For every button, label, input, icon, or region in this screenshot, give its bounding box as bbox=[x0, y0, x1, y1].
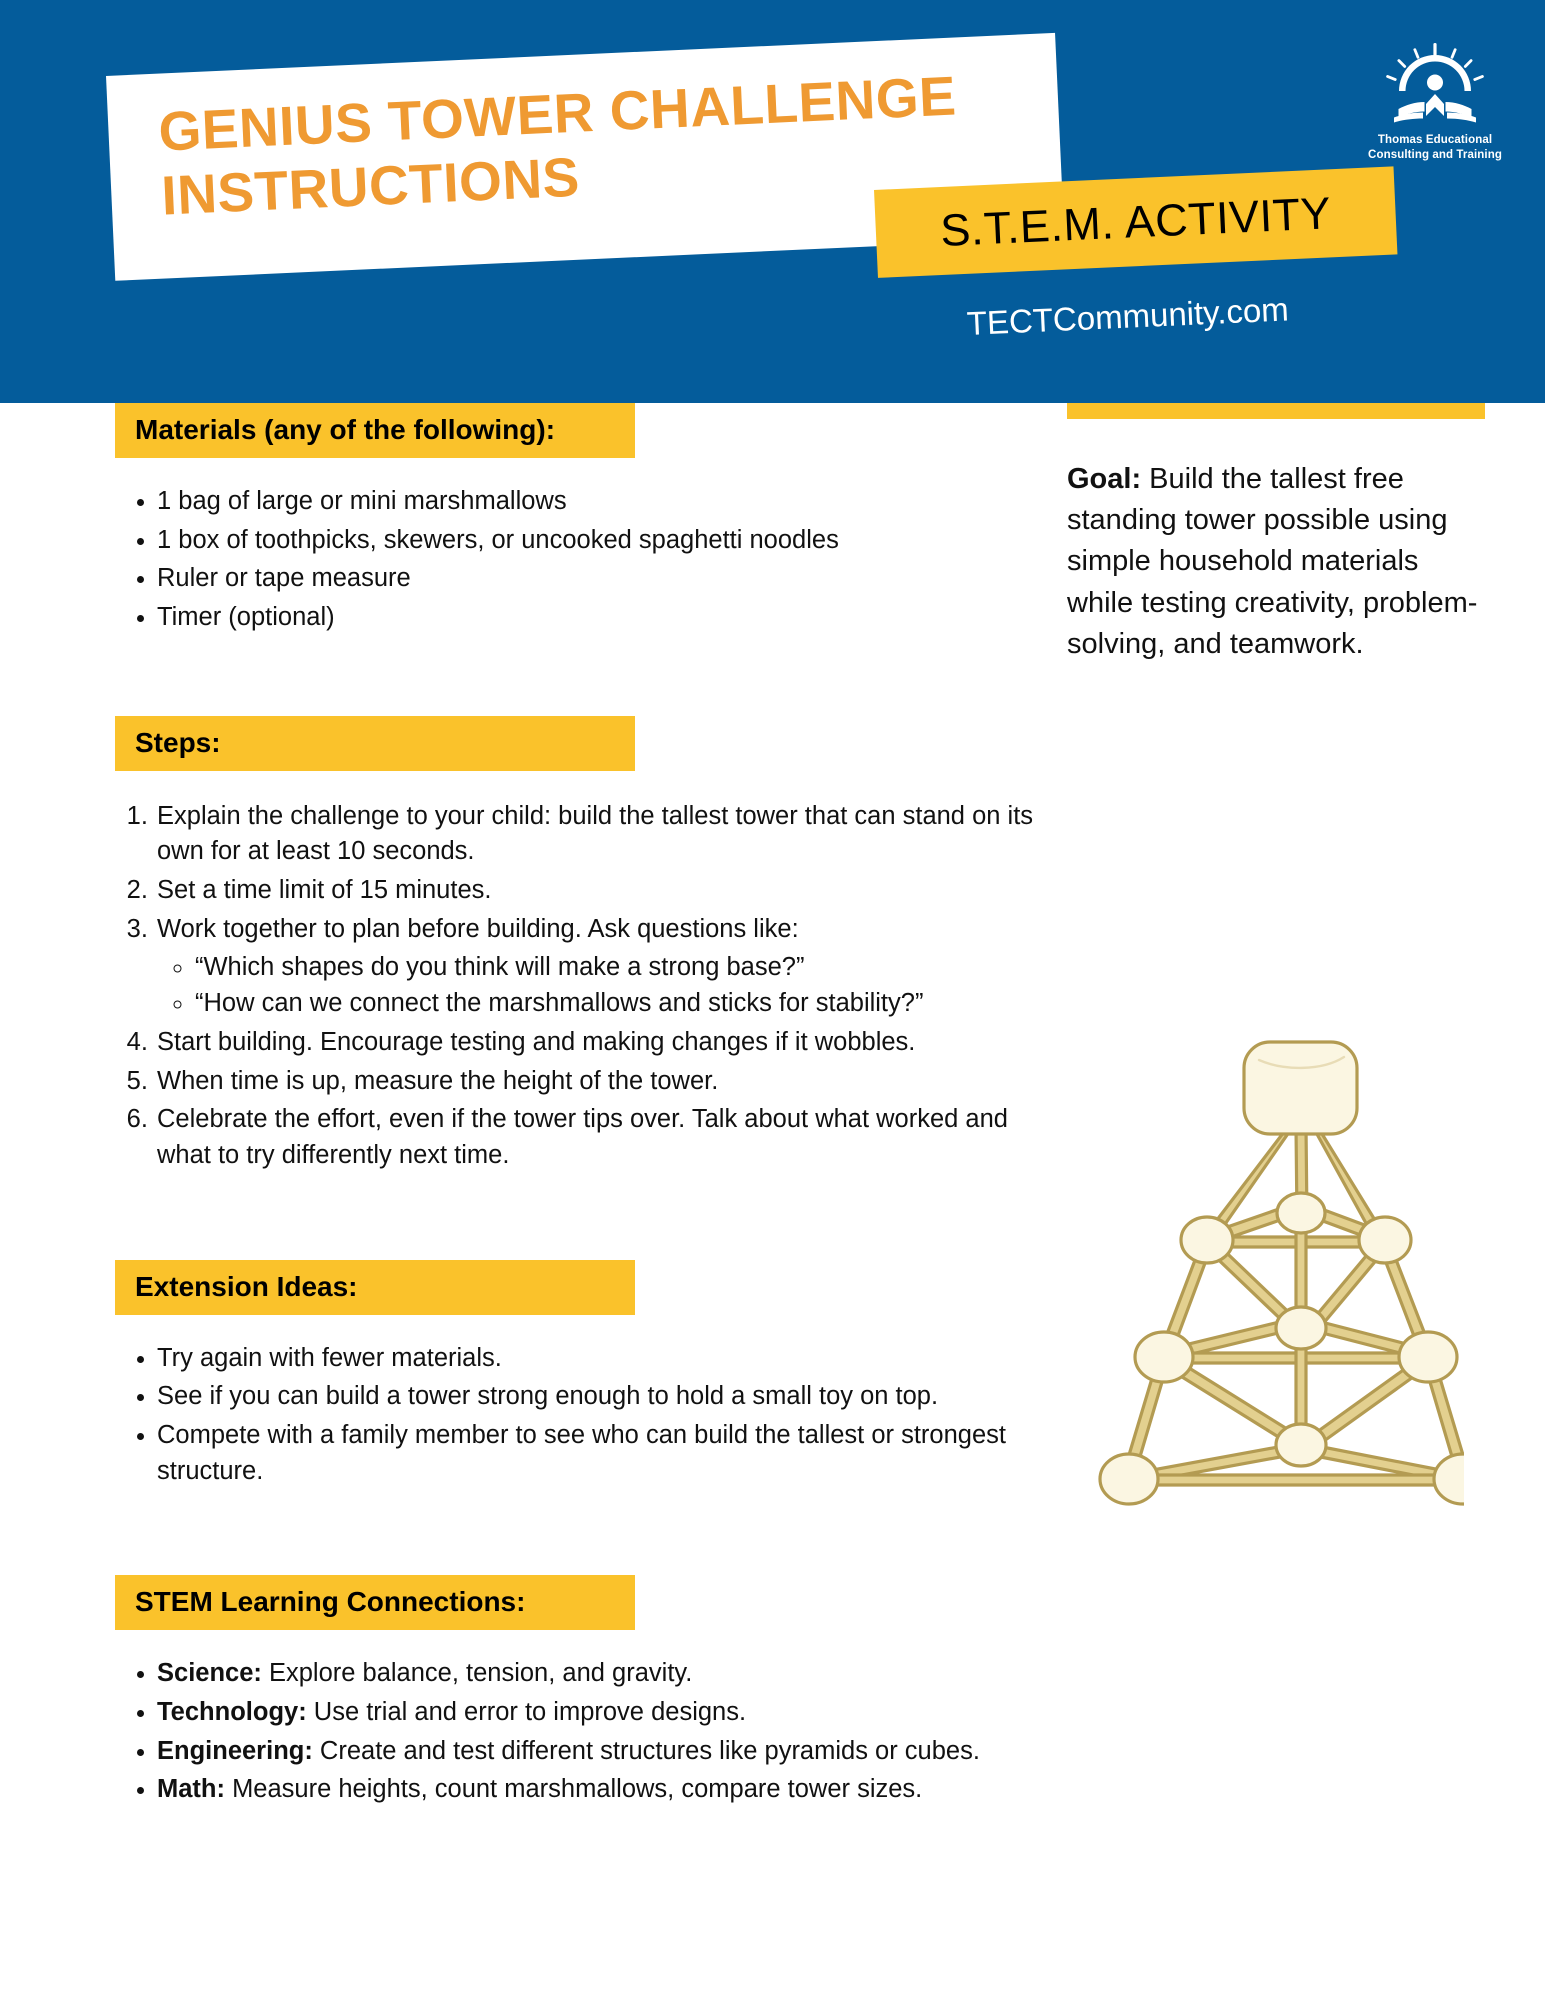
step-sublist bbox=[157, 950, 1045, 1022]
stem-item-label: Technology: bbox=[157, 1698, 307, 1727]
stem-activity-badge-label: S.T.E.M. ACTIVITY bbox=[939, 187, 1333, 257]
stem-item-label: Science: bbox=[157, 1659, 262, 1688]
page-title-line-1: GENIUS TOWER CHALLENGE bbox=[157, 64, 958, 163]
stem-connections-section bbox=[115, 1575, 1045, 1808]
steps-list bbox=[115, 799, 1045, 1174]
stem-connections-list bbox=[115, 1656, 1045, 1808]
extension-ideas-heading: Extension Ideas: bbox=[135, 1270, 358, 1302]
page-title-line-2: INSTRUCTIONS bbox=[160, 145, 581, 227]
joint-marshmallow bbox=[1100, 1454, 1158, 1504]
joint-marshmallow bbox=[1359, 1217, 1411, 1263]
list-item: ◦ “How can we connect the marshmallows and sticks for stability?” bbox=[195, 986, 1045, 1022]
joint-marshmallow bbox=[1434, 1454, 1464, 1504]
list-item: • Timer (optional) bbox=[157, 600, 1045, 636]
list-item: • See if you can build a tower strong enough to hold a small toy on top. bbox=[157, 1379, 1045, 1415]
goal-accent-bar bbox=[1067, 403, 1485, 419]
extension-ideas-section bbox=[115, 1260, 1045, 1490]
list-item: • Try again with fewer materials. bbox=[157, 1341, 1045, 1377]
materials-section bbox=[115, 403, 1045, 636]
joint-marshmallow bbox=[1276, 1424, 1326, 1466]
list-item: • 1 bag of large or mini marshmallows bbox=[157, 484, 1045, 520]
marshmallow-tower-illustration bbox=[1064, 1005, 1464, 1705]
stem-connections-heading: STEM Learning Connections: bbox=[135, 1586, 526, 1618]
step-text: Celebrate the effort, even if the tower tips over. Talk about what worked and what to try differently next time. bbox=[157, 1105, 1008, 1169]
list-item bbox=[155, 1025, 1045, 1061]
list-item bbox=[157, 1772, 1045, 1808]
extension-ideas-heading-band bbox=[115, 1260, 635, 1315]
steps-heading: Steps: bbox=[135, 726, 221, 758]
brand-logo-line-1: Thomas Educational bbox=[1377, 134, 1493, 146]
list-item: ◦ “Which shapes do you think will make a strong base?” bbox=[195, 950, 1045, 986]
sunrise-book-logo-icon bbox=[1368, 42, 1502, 129]
top-marshmallow bbox=[1244, 1042, 1357, 1134]
brand-logo-line-2: Consulting and Training bbox=[1368, 148, 1502, 161]
brand-logo-text bbox=[1368, 133, 1502, 162]
stem-item-text: Create and test different structures like pyramids or cubes. bbox=[312, 1736, 980, 1765]
stem-item-text: Measure heights, count marshmallows, compare tower sizes. bbox=[224, 1775, 923, 1804]
list-item bbox=[155, 1102, 1045, 1173]
page-header bbox=[0, 0, 1545, 403]
step-text: Set a time limit of 15 minutes. bbox=[157, 876, 492, 905]
list-item bbox=[155, 873, 1045, 909]
right-column bbox=[1067, 403, 1485, 665]
materials-list bbox=[115, 484, 1045, 636]
list-item bbox=[155, 912, 1045, 1022]
step-text: Start building. Encourage testing and making changes if it wobbles. bbox=[157, 1027, 916, 1056]
tower-svg bbox=[1064, 1005, 1464, 1705]
list-item: • Ruler or tape measure bbox=[157, 561, 1045, 597]
materials-heading-band bbox=[115, 403, 635, 458]
stem-item-label: Engineering: bbox=[157, 1736, 313, 1765]
list-item: • 1 box of toothpicks, skewers, or uncooked spaghetti noodles bbox=[157, 523, 1045, 559]
stem-item-label: Math: bbox=[157, 1775, 225, 1804]
step-text: When time is up, measure the height of the tower. bbox=[157, 1066, 719, 1095]
step-text: Explain the challenge to your child: build the tallest tower that can stand on its own for at least 10 seconds. bbox=[157, 801, 1034, 866]
joint-marshmallow bbox=[1276, 1307, 1326, 1349]
materials-heading: Materials (any of the following): bbox=[135, 414, 556, 445]
steps-section bbox=[115, 716, 1045, 1174]
steps-heading-band bbox=[115, 716, 635, 771]
list-item bbox=[155, 799, 1045, 870]
stem-item-text: Use trial and error to improve designs. bbox=[306, 1698, 747, 1727]
goal-body: Build the tallest free standing tower possible using simple household materials while testing creativity, problem-solving, and teamwork. bbox=[1067, 463, 1478, 660]
list-item bbox=[155, 1064, 1045, 1100]
list-item bbox=[157, 1695, 1045, 1731]
extension-ideas-list bbox=[115, 1341, 1045, 1490]
site-url: TECTCommunity.com bbox=[966, 290, 1290, 342]
brand-logo bbox=[1368, 42, 1502, 162]
stem-connections-heading-band bbox=[115, 1575, 635, 1630]
joint-marshmallow bbox=[1181, 1217, 1233, 1263]
list-item: • Compete with a family member to see who can build the tallest or strongest structure. bbox=[157, 1418, 1045, 1489]
joint-marshmallow bbox=[1277, 1193, 1325, 1233]
step-text: Work together to plan before building. Ask questions like: bbox=[157, 914, 799, 943]
goal-label: Goal: bbox=[1067, 463, 1142, 495]
list-item bbox=[157, 1734, 1045, 1770]
list-item bbox=[157, 1656, 1045, 1692]
left-column bbox=[115, 403, 1045, 1811]
stem-item-text: Explore balance, tension, and gravity. bbox=[261, 1659, 693, 1688]
page-content bbox=[0, 403, 1545, 2000]
goal-text bbox=[1067, 459, 1485, 665]
joint-marshmallow bbox=[1399, 1332, 1457, 1382]
joint-marshmallow bbox=[1135, 1332, 1193, 1382]
